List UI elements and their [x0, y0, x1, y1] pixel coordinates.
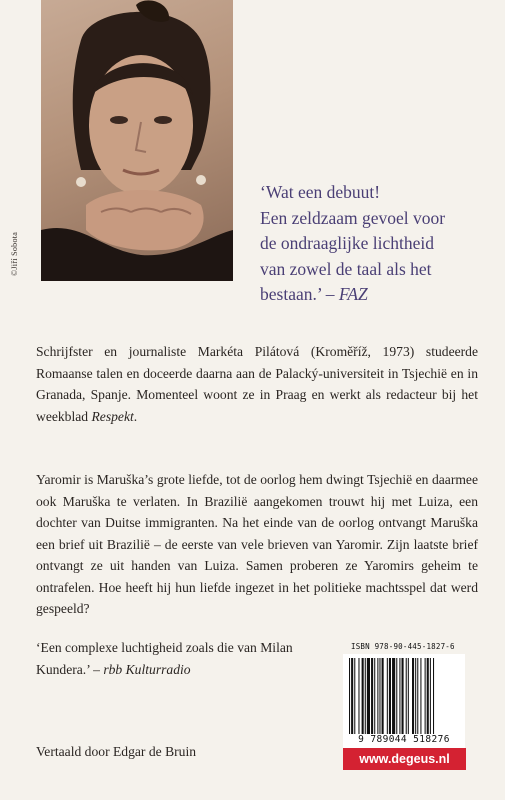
barcode-bar — [379, 658, 380, 734]
barcode-bar — [415, 658, 416, 734]
barcode-bar — [358, 658, 359, 734]
quote-line: van zowel de taal als het — [260, 258, 432, 279]
publisher-url[interactable]: www.degeus.nl — [343, 748, 466, 770]
author-portrait-image — [41, 0, 233, 281]
barcode-bar — [365, 658, 366, 734]
quote-line: ‘Wat een debuut! — [260, 182, 381, 202]
author-bio — [36, 341, 478, 427]
barcode-bar — [396, 658, 397, 734]
quote-line-last — [260, 282, 500, 308]
barcode-bar — [362, 658, 364, 734]
author-photo — [41, 0, 233, 281]
barcode-bar — [412, 658, 414, 734]
barcode-bar — [425, 658, 426, 734]
barcode-bar — [354, 658, 355, 734]
book-synopsis: Yaromir is Maruška’s grote liefde, tot de oorlog hem dwingt Tsjechië en daarmee ook Maruška te verlaten. In Brazilië aangekomen trouwt hij met Luiza, een dochter van Duitse immigranten. Na het einde van de oorlog ontvangt Maruška een brief uit Brazilië – de eerste van vele brieven van Yaromir. Zijn laatste brief ontvangt ze uit handen van Luiza. Samen proberen ze Yaromirs geheim te ontrafelen. Hoe heeft hij hun liefde ingezet in het politieke machtsspel dat werd gespeeld? — [36, 472, 478, 616]
barcode-bar — [433, 658, 434, 734]
barcode-bar — [374, 658, 375, 734]
barcode-bar — [351, 658, 353, 734]
barcode — [343, 654, 465, 748]
photo-credit: ©Jiří Sobota — [10, 231, 19, 276]
press-quote-top — [260, 180, 500, 308]
quote-source: rbb Kulturradio — [103, 661, 191, 677]
quote-source: FAZ — [338, 284, 368, 304]
barcode-bar — [389, 658, 391, 734]
barcode-bar — [382, 658, 384, 734]
barcode-bar — [430, 658, 431, 734]
barcode-block — [343, 642, 465, 748]
barcode-bar — [408, 658, 409, 734]
barcode-bar — [392, 658, 395, 734]
press-quote-bottom — [36, 637, 296, 680]
barcode-bar — [377, 658, 378, 734]
barcode-bar — [402, 658, 404, 734]
barcode-bar — [371, 658, 373, 734]
barcode-bar — [427, 658, 429, 734]
bio-text-end: . — [133, 408, 138, 424]
barcode-bar — [420, 658, 421, 734]
translator-credit: Vertaald door Edgar de Bruin — [36, 744, 197, 759]
magazine-name: Respekt — [91, 408, 134, 424]
bio-text: Schrijfster en journaliste Markéta Pilátová (Kroměříž, 1973) studeerde Romaanse talen en doceerde daarna aan de Palacký-universiteit in Tsjechië en in Granada, Spanje. Momenteel woont ze in Praag en werkt als redacteur bij het weekblad — [36, 344, 478, 424]
quote-line: bestaan.’ – — [260, 284, 335, 304]
quote-line: de ondraaglijke lichtheid — [260, 233, 434, 253]
quote-text: ‘Een complexe luchtigheid zoals die van Milan Kundera.’ – — [36, 640, 293, 677]
barcode-bar — [349, 658, 350, 734]
barcode-bar — [399, 658, 400, 734]
barcode-bar — [417, 658, 418, 734]
barcode-bar — [387, 658, 388, 734]
quote-line: Een zeldzaam gevoel voor — [260, 207, 446, 228]
isbn-label: ISBN 978-90-445-1827-6 — [351, 642, 455, 651]
ean-number: 9 789044 518276 — [345, 734, 463, 745]
barcode-bar — [367, 658, 370, 734]
barcode-bar — [406, 658, 407, 734]
